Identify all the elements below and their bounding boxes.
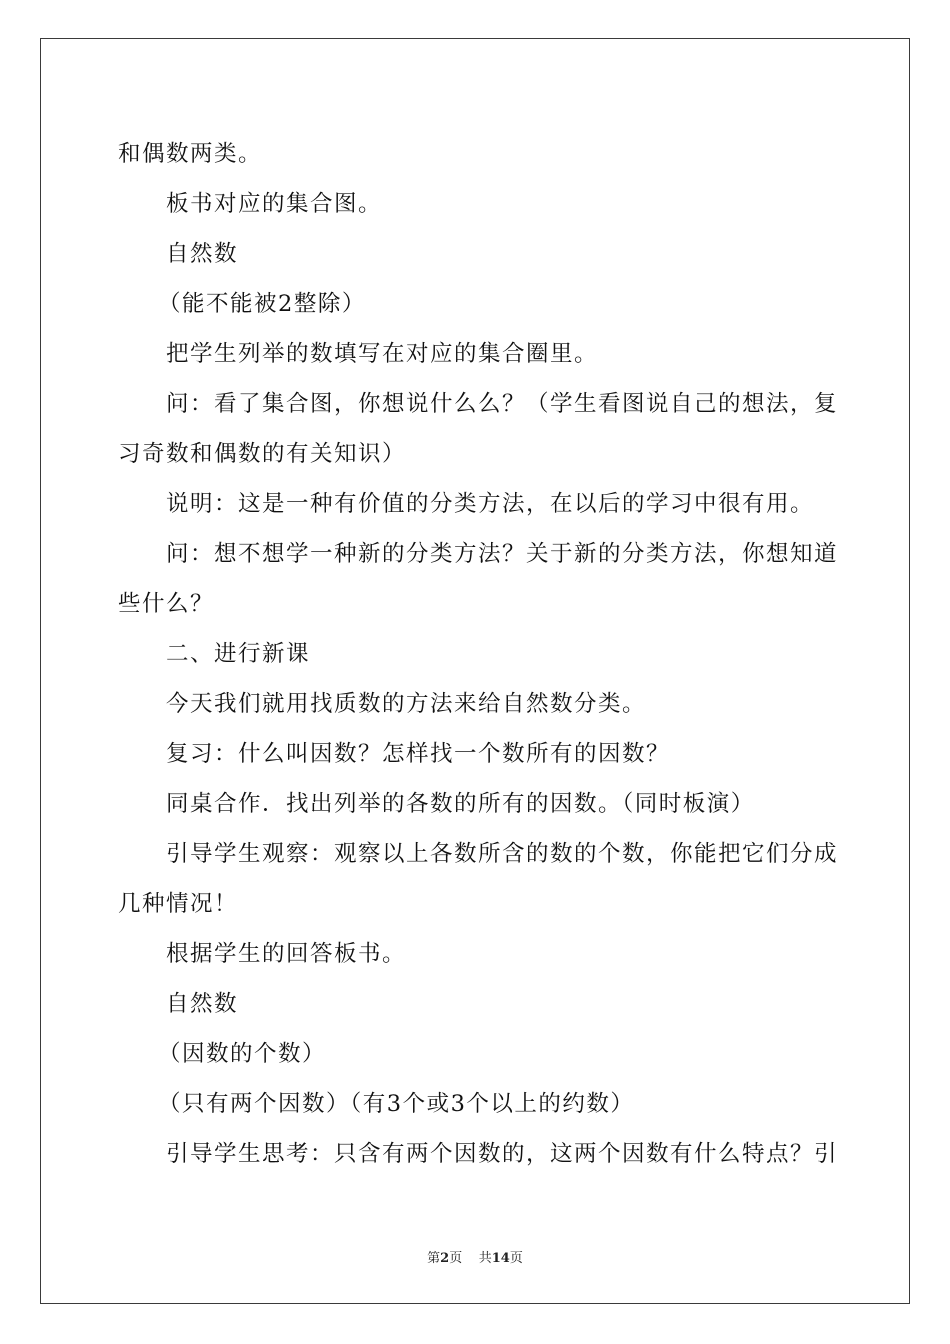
paragraph-line-14: 同桌合作．找出列举的各数的所有的因数。（同时板演） xyxy=(166,791,755,817)
paragraph-line-13: 复习：什么叫因数？怎样找一个数所有的因数？ xyxy=(166,741,671,767)
paragraph-line-2: 板书对应的集合图。 xyxy=(166,191,383,217)
paragraph-line-7: 习奇数和偶数的有关知识） xyxy=(118,441,407,467)
paragraph-line-4: （能不能被2整除） xyxy=(158,291,366,317)
section-heading: 二、进行新课 xyxy=(166,641,311,667)
footer-page-prefix: 第 xyxy=(427,1251,441,1266)
paragraph-line-21: 引导学生思考：只含有两个因数的，这两个因数有什么特点？引 xyxy=(166,1141,839,1167)
paragraph-line-12: 今天我们就用找质数的方法来给自然数分类。 xyxy=(166,691,647,717)
paragraph-line-3: 自然数 xyxy=(166,241,239,267)
paragraph-line-15: 引导学生观察：观察以上各数所含的数的个数，你能把它们分成 xyxy=(166,841,839,867)
page-footer xyxy=(0,1247,950,1266)
paragraph-line-10: 些什么？ xyxy=(118,591,215,617)
paragraph-line-5: 把学生列举的数填写在对应的集合圈里。 xyxy=(166,341,599,367)
footer-total-suffix: 页 xyxy=(509,1251,523,1266)
document-body xyxy=(118,129,838,1179)
paragraph-line-9: 问：想不想学一种新的分类方法？关于新的分类方法，你想知道 xyxy=(166,541,839,567)
footer-total-prefix: 共 xyxy=(478,1251,492,1266)
paragraph-line-8: 说明：这是一种有价值的分类方法，在以后的学习中很有用。 xyxy=(166,491,815,517)
footer-page-suffix: 页 xyxy=(449,1251,463,1266)
paragraph-line-6: 问：看了集合图，你想说什么么？（学生看图说自己的想法，复 xyxy=(166,391,839,417)
paragraph-line-20: （只有两个因数）（有3个或3个以上的约数） xyxy=(158,1091,635,1117)
footer-page-current: 2 xyxy=(440,1251,450,1266)
paragraph-line-17: 根据学生的回答板书。 xyxy=(166,941,407,967)
paragraph-line-16: 几种情况！ xyxy=(118,891,239,917)
paragraph-line-19: （因数的个数） xyxy=(158,1041,327,1067)
paragraph-line-1: 和偶数两类。 xyxy=(118,141,263,167)
footer-page-total: 14 xyxy=(491,1251,510,1266)
paragraph-line-18: 自然数 xyxy=(166,991,239,1017)
